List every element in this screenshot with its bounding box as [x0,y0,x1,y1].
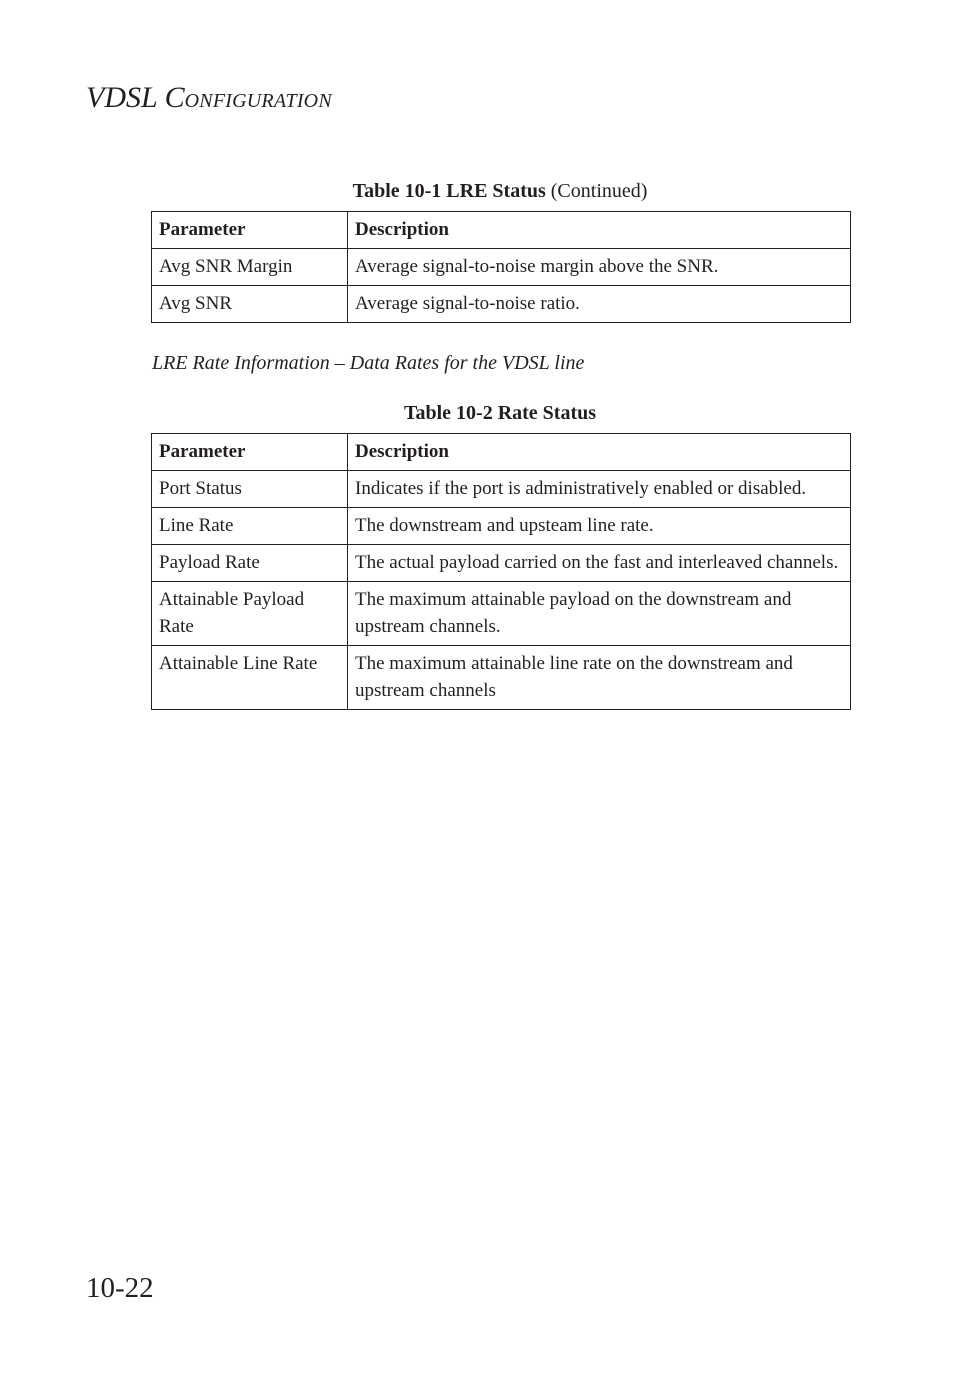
table-row [152,545,851,582]
table-header-row [152,212,851,249]
parameter-cell: Avg SNR [152,286,348,323]
parameter-cell: Avg SNR Margin [152,249,348,286]
rate-information-subheading: LRE Rate Information – Data Rates for the VDSL line [152,352,585,374]
table-2-caption-title: Table 10-2 Rate Status [403,402,597,424]
table-row [152,471,851,508]
table-row [152,508,851,545]
rate-status-table [151,433,851,710]
running-head-initial: C [164,81,185,114]
table-row [152,582,851,646]
header-description: Description [348,212,851,249]
parameter-cell: Payload Rate [152,545,348,582]
description-cell: Indicates if the port is administratively enabled or disabled. [348,471,851,508]
header-parameter: Parameter [152,212,348,249]
parameter-cell: Line Rate [152,508,348,545]
description-cell: The downstream and upsteam line rate. [348,508,851,545]
parameter-cell: Attainable Line Rate [152,646,348,710]
table-1-caption [151,178,849,204]
table-row [152,249,851,286]
lre-status-table [151,211,851,323]
table-1-caption-title: Table 10-1 LRE Status [352,180,546,202]
running-head-small-caps: ONFIGURATION [184,90,332,112]
table-header-row [152,434,851,471]
page-number: 10-22 [86,1272,154,1304]
table-1-caption-continued: (Continued) [545,180,648,202]
header-description: Description [348,434,851,471]
parameter-cell: Port Status [152,471,348,508]
table-row [152,646,851,710]
running-head-vdsl: VDSL [86,81,158,114]
header-parameter: Parameter [152,434,348,471]
description-cell: The maximum attainable payload on the downstream and upstream channels. [348,582,851,646]
description-cell: Average signal-to-noise ratio. [348,286,851,323]
description-cell: The actual payload carried on the fast and interleaved channels. [348,545,851,582]
table-2-caption [151,400,849,426]
description-cell: Average signal-to-noise margin above the SNR. [348,249,851,286]
parameter-cell: Attainable Payload Rate [152,582,348,646]
description-cell: The maximum attainable line rate on the downstream and upstream channels [348,646,851,710]
running-head [86,80,332,119]
table-row [152,286,851,323]
